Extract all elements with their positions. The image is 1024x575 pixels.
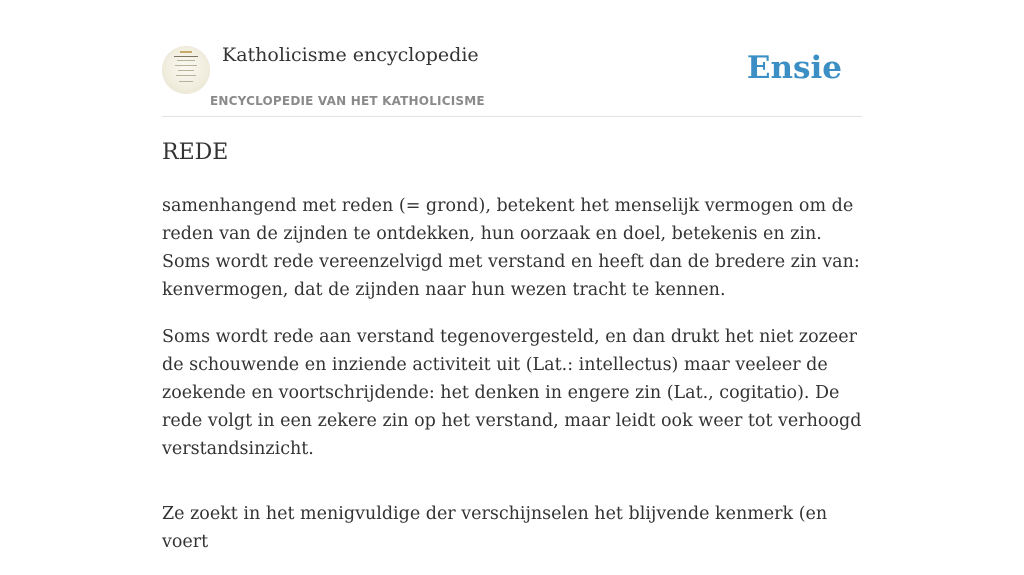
- site-header: [162, 0, 862, 117]
- entry-body: [162, 192, 862, 575]
- content-container: [162, 0, 862, 552]
- entry-title: REDE: [162, 140, 229, 165]
- entry-paragraph: Soms wordt rede aan verstand tegenovergesteld, en dan drukt het niet zozeer de schouwende en inziende activiteit uit (Lat.: intellectus) maar veeleer de zoekende en voortschrijdende: het denken in engere zin (Lat., cogitatio). De rede volgt in een zekere zin op het verstand, maar leidt ook weer tot verhoogd verstandsinzicht.: [162, 327, 862, 459]
- site-subtitle: ENCYCLOPEDIE VAN HET KATHOLICISME: [210, 94, 485, 108]
- ensie-logo-link[interactable]: Ensie: [746, 50, 842, 86]
- encyclopedia-cover-avatar[interactable]: [162, 46, 210, 94]
- site-title-link[interactable]: Katholicisme encyclopedie: [222, 44, 479, 66]
- entry-paragraph: Ze zoekt in het menigvuldige der verschijnselen het blijvende kenmerk (en voert: [162, 504, 828, 552]
- entry-paragraph: samenhangend met reden (= grond), betekent het menselijk vermogen om de reden van de zijnden te ontdekken, hun oorzaak en doel, betekenis en zin. Soms wordt rede vereenzelvigd met verstand en heeft dan de bredere zin van: kenvermogen, dat de zijnden naar hun wezen tracht te kennen.: [162, 196, 860, 300]
